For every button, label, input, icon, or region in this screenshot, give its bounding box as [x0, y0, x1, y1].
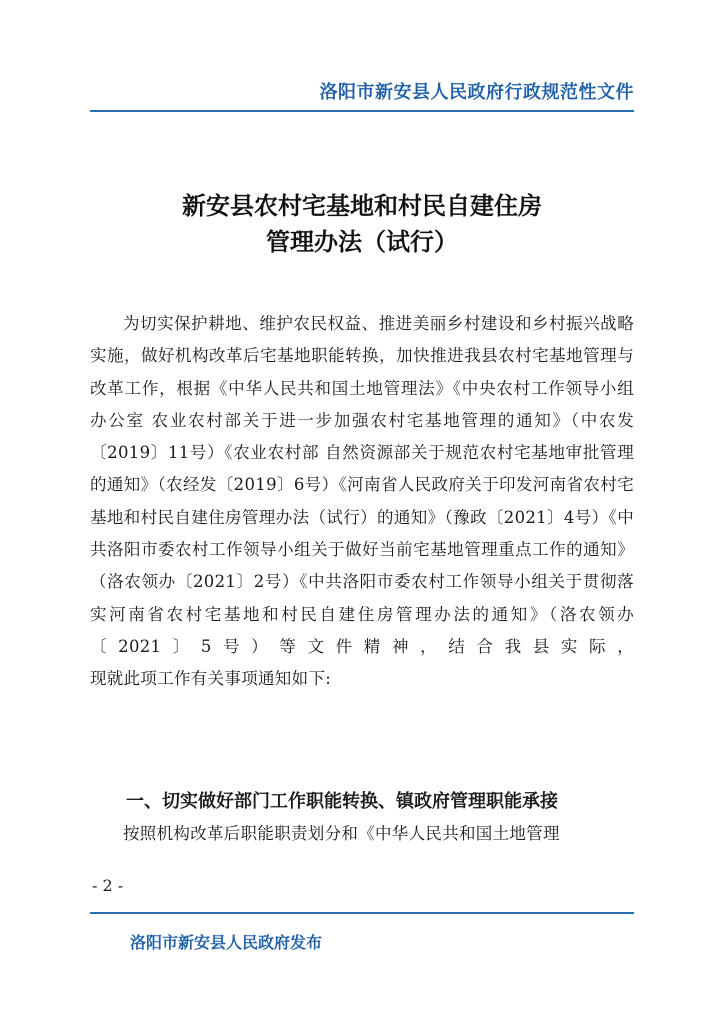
intro-paragraph: 为切实保护耕地、维护农民权益、推进美丽乡村建设和乡村振兴战略实施，做好机构改革后宅基地职能转换，加快推进我县农村宅基地管理与改革工作，根据《中华人民共和国土地管理法》《中央农村工作领导小组办公室 农业农村部关于进一步加强农村宅基地管理的通知》（中农发〔2019〕11号）《农业农村部 自然资源部关于规范农村宅基地审批管理的通知》（农经发〔2019〕6号）《河南省人民政府关于印发河南省农村宅基地和村民自建住房管理办法（试行）的通知》（豫政〔2021〕4号）《中共洛阳市委农村工作领导小组关于做好当前宅基地管理重点工作的通知》（洛农领办〔2021〕2号）《中共洛阳市委农村工作领导小组关于贯彻落实河南省农村宅基地和村民自建住房管理办法的通知》（洛农领办〔2021〕5号）等文件精神，结合我县实际，	[90, 314, 634, 656]
document-title-line-2: 管理办法（试行）	[266, 227, 458, 256]
intro-last-line: 现就此项工作有关事项通知如下:	[90, 669, 332, 689]
footer-publisher: 洛阳市新安县人民政府发布	[130, 933, 323, 952]
intro-body	[90, 308, 634, 696]
footer-divider	[90, 912, 634, 914]
page-number: - 2 -	[92, 876, 124, 895]
document-title	[90, 188, 634, 260]
header-title: 洛阳市新安县人民政府行政规范性文件	[319, 82, 634, 103]
section-1-heading: 一、切实做好部门工作职能转换、镇政府管理职能承接	[126, 791, 558, 812]
document-title-line-1: 新安县农村宅基地和村民自建住房	[182, 191, 542, 220]
section-1-paragraph: 按照机构改革后职能职责划分和《中华人民共和国土地管理	[123, 824, 560, 843]
header-divider	[90, 110, 634, 112]
